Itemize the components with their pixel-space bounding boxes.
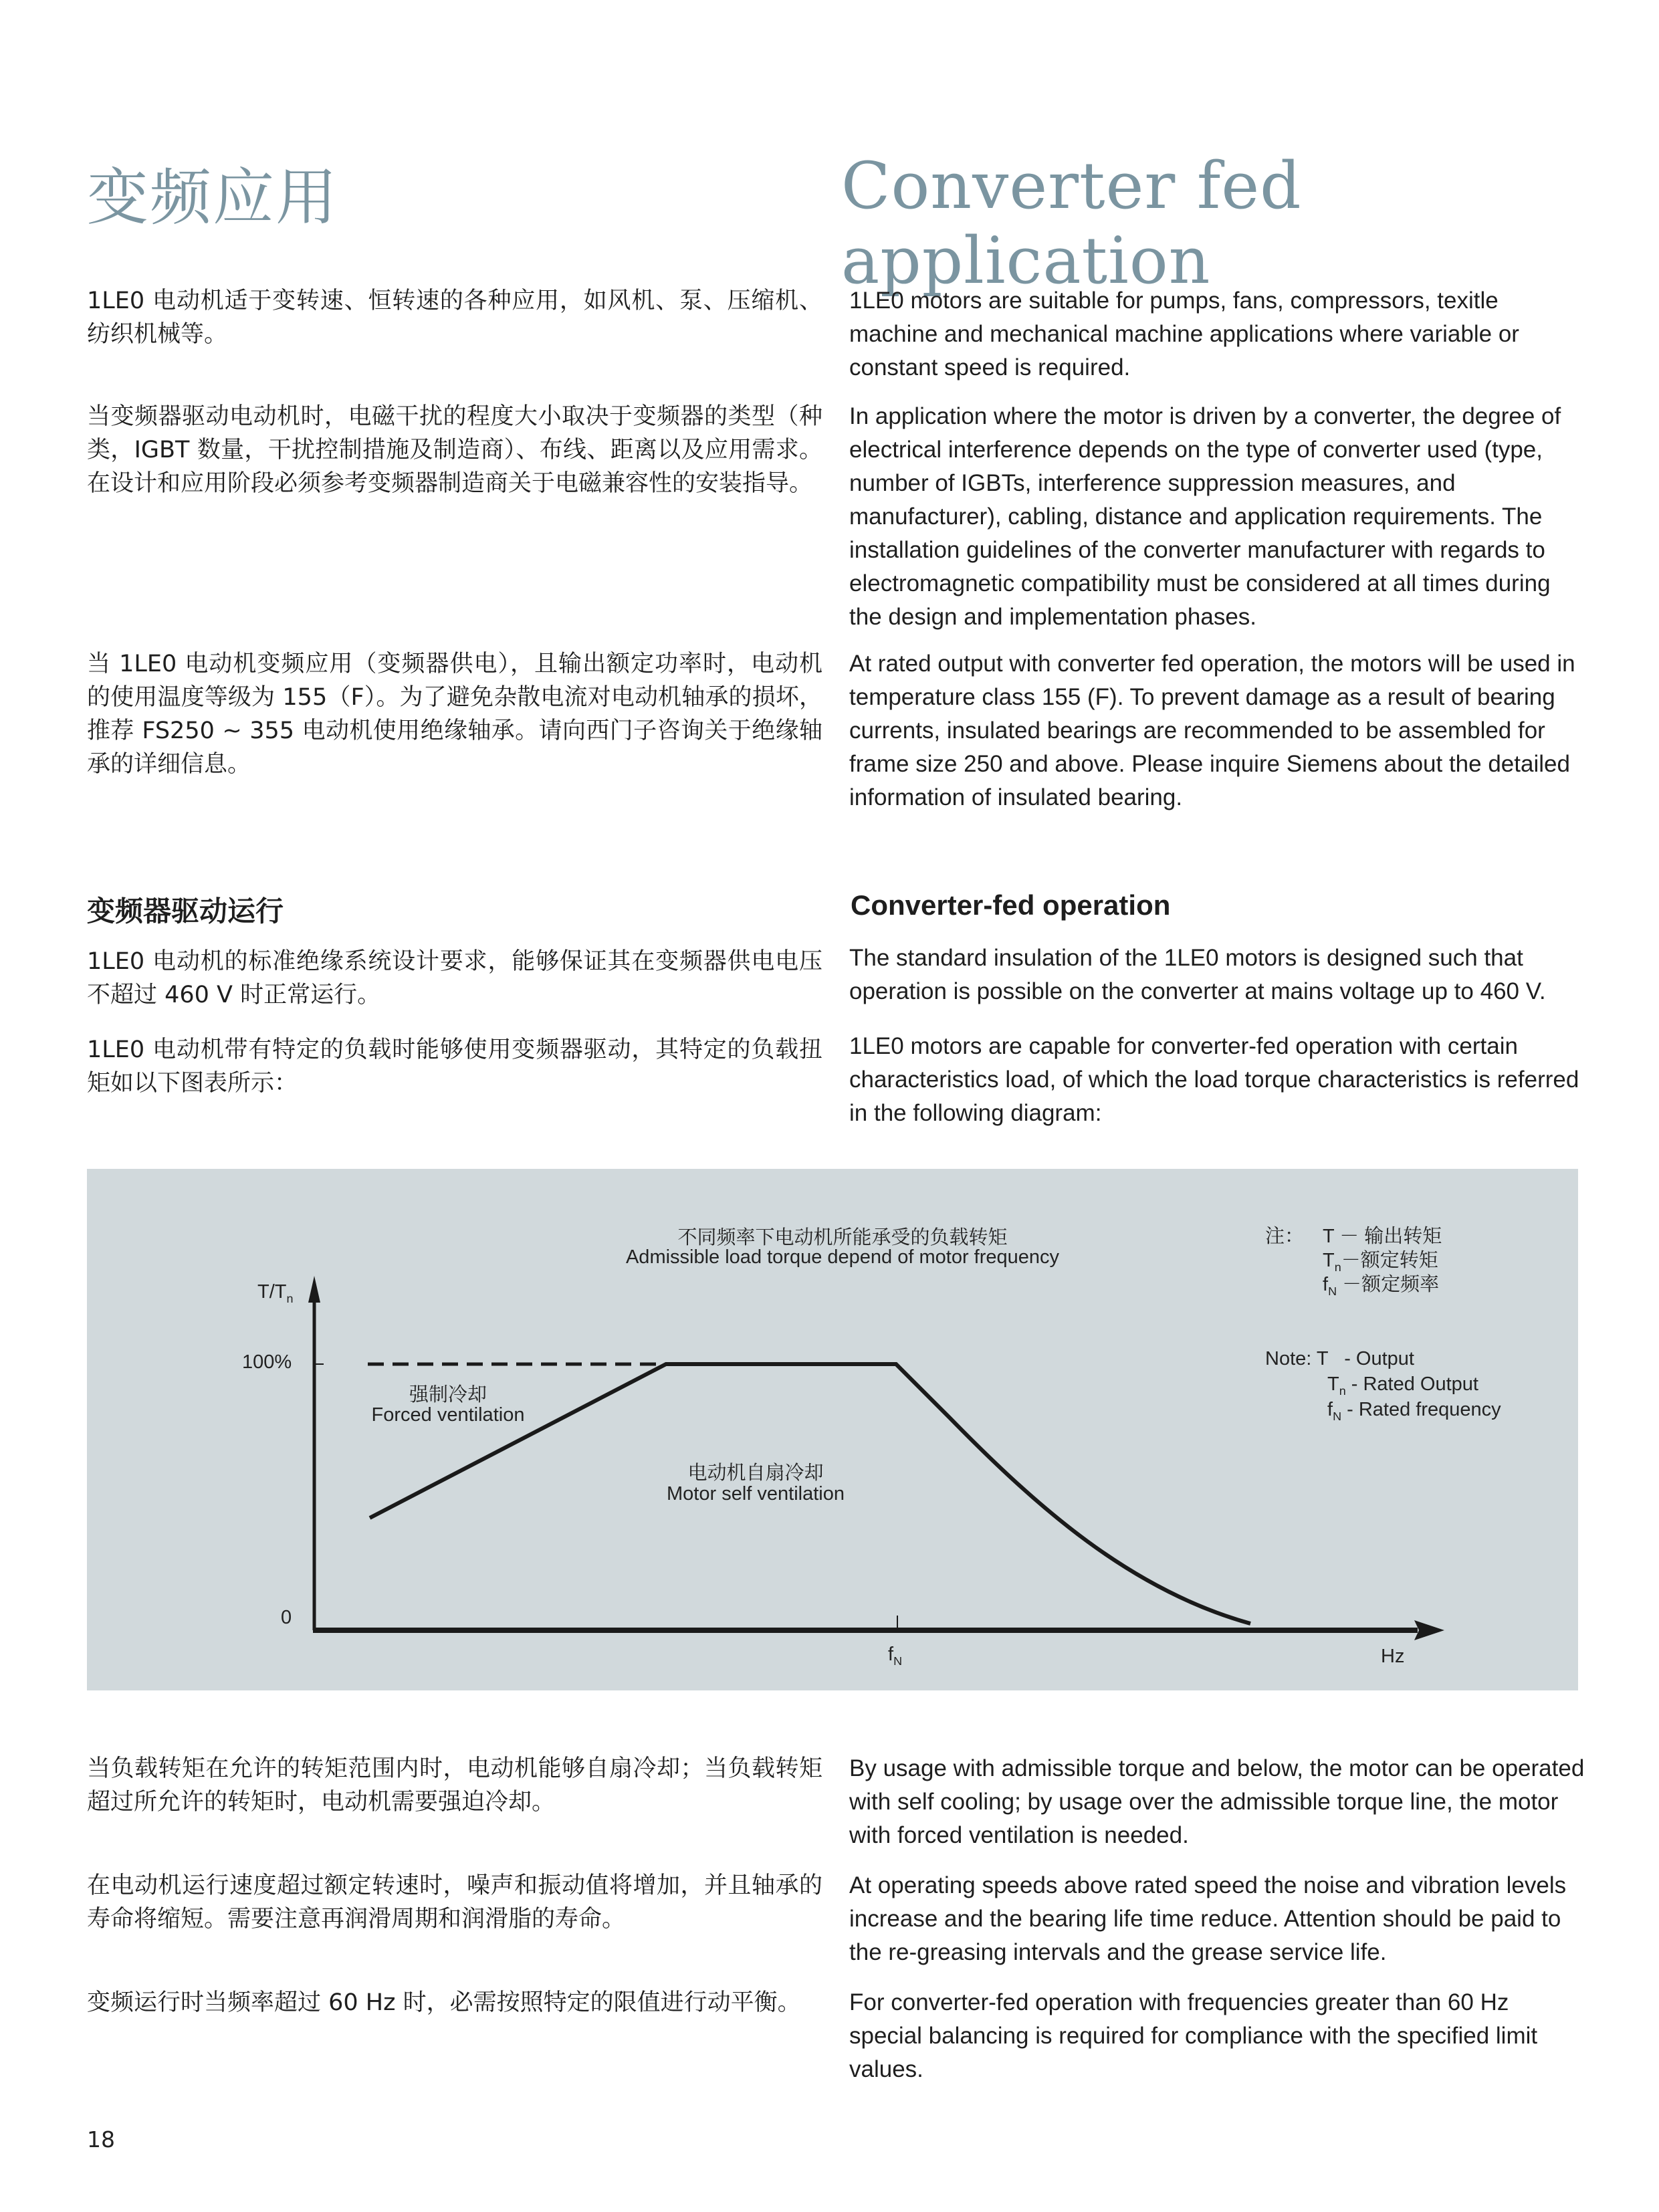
self-ventilation-label-cn: 电动机自扇冷却 <box>687 1462 824 1484</box>
forced-ventilation-label-cn: 强制冷却 <box>409 1384 487 1406</box>
intro-en-2: In application where the motor is driven by a converter, the degree of electrical interference depends on the type of converter used (type, number of IGBTs, interference suppression measures, and manufacturer), cabling, distance and application requirements. The installation guidelines of the converter manufacturer with regards to electromagnetic compatibility must be considered at all times during the design and implementation phases. <box>849 403 1561 630</box>
y-tick-0: 0 <box>281 1607 292 1628</box>
notes-cn-3: 变频运行时当频率超过 60 Hz 时，必需按照特定的限值进行动平衡。 <box>87 1989 801 2016</box>
y-tick-100: 100% <box>242 1351 292 1373</box>
notes-cn-2: 在电动机运行速度超过额定转速时，噪声和振动值将增加，并且轴承的寿命将缩短。需要注意再润滑周期和润滑脂的寿命。 <box>87 1872 822 1932</box>
chart-title-cn: 不同频率下电动机所能承受的负载转矩 <box>677 1227 1008 1248</box>
section-cn-1: 1LE0 电动机的标准绝缘系统设计要求，能够保证其在变频器供电电压不超过 460 V 时正常运行。 <box>87 948 822 1008</box>
x-axis-unit: Hz <box>1381 1646 1405 1667</box>
intro-cn-3: 当 1LE0 电动机变频应用（变频器供电），且输出额定功率时，电动机的使用温度等级为 155（F）。为了避免杂散电流对电动机轴承的损坏，推荐 FS250 ~ 355 电动机使用绝缘轴承。请向西门子咨询关于绝缘轴承的详细信息。 <box>87 651 822 778</box>
intro-cn-1: 1LE0 电动机适于变转速、恒转速的各种应用，如风机、泵、压缩机、纺织机械等。 <box>87 288 822 348</box>
torque-chart: 不同频率下电动机所能承受的负载转矩 Admissible load torque depend of motor frequency $T/T_n$ 100% 0 $f_N$ Hz 强制冷却 Forced ventilation 电动机自扇冷却 Motor self ventilation 注： T － 输出转矩 $T_n-$额定转矩 $f_N$ －额定频率 Note: T - Output $T_n$ - Rated Output $f_N$ - Rated frequency <box>87 1169 1578 1690</box>
y-axis-label: $T/T_n$ <box>257 1281 294 1305</box>
section-cn-2: 1LE0 电动机带有特定的负载时能够使用变频器驱动，其特定的负载扭矩如以下图表所示： <box>87 1036 822 1097</box>
chart-title-en: Admissible load torque depend of motor frequency <box>625 1246 1060 1268</box>
intro-en-3: At rated output with converter fed operation, the motors will be used in temperature class 155 (F). To prevent damage as a result of bearing currents, insulated bearings are recommended to be assembled for frame size 250 and above. Please inquire Siemens about the detailed information of insulated bearing. <box>849 651 1575 810</box>
section-en-2: 1LE0 motors are capable for converter-fed operation with certain characteristics load, of which the load torque characteristics is referred in the following diagram: <box>849 1033 1579 1126</box>
intro-cn-2: 当变频器驱动电动机时，电磁干扰的程度大小取决于变频器的类型（种类，IGBT 数量，干扰控制措施及制造商）、布线、距离以及应用需求。在设计和应用阶段必须参考变频器制造商关于电磁兼容性的安装指导。 <box>87 403 822 497</box>
notes-en-3: For converter-fed operation with frequencies greater than 60 Hz special balancing is required for compliance with the specified limit values. <box>849 1989 1538 2082</box>
section-heading-en: Converter-fed operation <box>851 889 1171 921</box>
notes-cn-1: 当负载转矩在允许的转矩范围内时，电动机能够自扇冷却；当负载转矩超过所允许的转矩时，电动机需要强迫冷却。 <box>87 1755 822 1815</box>
forced-ventilation-label-en: Forced ventilation <box>371 1404 525 1426</box>
x-axis-arrow-icon <box>1414 1620 1444 1640</box>
x-tick-fn: $f_N$ <box>888 1644 903 1668</box>
self-ventilation-label-en: Motor self ventilation <box>667 1483 845 1505</box>
section-en-1: The standard insulation of the 1LE0 motors is designed such that operation is possible on the converter at mains voltage up to 460 V. <box>849 945 1546 1004</box>
notes-en-2: At operating speeds above rated speed the noise and vibration levels increase and the bearing life time reduce. Attention should be paid to the re-greasing intervals and the grease service life. <box>849 1872 1567 1965</box>
page-number: 18 <box>87 2126 115 2152</box>
notes-en-1: By usage with admissible torque and below, the motor can be operated with self cooling; by usage over the admissible torque line, the motor with forced ventilation is needed. <box>849 1755 1585 1848</box>
y-axis-arrow-icon <box>308 1276 320 1303</box>
page-title-cn: 变频应用 <box>87 162 339 233</box>
intro-en-1: 1LE0 motors are suitable for pumps, fans, compressors, texitle machine and mechanical machine applications where variable or constant speed is required. <box>849 288 1519 380</box>
section-heading-cn: 变频器驱动运行 <box>87 895 284 927</box>
page-title-en: Converter fed application <box>841 148 1302 298</box>
